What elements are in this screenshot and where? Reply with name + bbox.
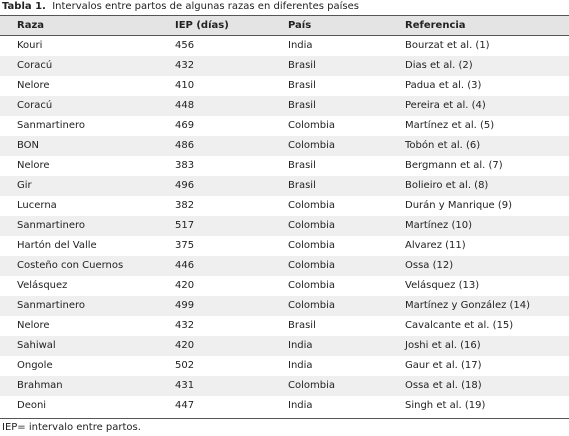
table-caption-label: Tabla 1. bbox=[2, 1, 46, 12]
cell-referencia: Joshi et al. (16) bbox=[405, 340, 481, 351]
cell-raza: BON bbox=[17, 140, 40, 151]
cell-referencia: Martínez et al. (5) bbox=[405, 120, 495, 131]
header-pais: País bbox=[288, 20, 312, 31]
table-row bbox=[0, 196, 569, 216]
table-row bbox=[0, 56, 569, 76]
header-referencia: Referencia bbox=[405, 20, 466, 31]
cell-iep: 517 bbox=[175, 220, 195, 231]
cell-raza: Costeño con Cuernos bbox=[17, 260, 124, 271]
cell-raza: Hartón del Valle bbox=[17, 240, 97, 251]
cell-pais: Colombia bbox=[288, 220, 335, 231]
cell-iep: 502 bbox=[175, 360, 195, 371]
cell-iep: 469 bbox=[175, 120, 195, 131]
table-row bbox=[0, 376, 569, 396]
cell-raza: Deoni bbox=[17, 400, 47, 411]
cell-pais: Colombia bbox=[288, 200, 335, 211]
cell-referencia: Bolieiro et al. (8) bbox=[405, 180, 489, 191]
cell-pais: Brasil bbox=[288, 320, 316, 331]
cell-pais: Colombia bbox=[288, 240, 335, 251]
cell-referencia: Tobón et al. (6) bbox=[405, 140, 481, 151]
cell-referencia: Martínez y González (14) bbox=[405, 300, 531, 311]
cell-raza: Velásquez bbox=[17, 280, 68, 291]
table-row bbox=[0, 356, 569, 376]
table-row bbox=[0, 316, 569, 336]
cell-raza: Brahman bbox=[17, 380, 63, 391]
cell-pais: India bbox=[288, 360, 313, 371]
cell-pais: Colombia bbox=[288, 140, 335, 151]
cell-raza: Lucerna bbox=[17, 200, 57, 211]
table-row bbox=[0, 156, 569, 176]
cell-raza: Coracú bbox=[17, 60, 53, 71]
cell-pais: Colombia bbox=[288, 280, 335, 291]
cell-pais: India bbox=[288, 400, 313, 411]
bottom-rule bbox=[0, 418, 569, 419]
table-row bbox=[0, 116, 569, 136]
cell-pais: Colombia bbox=[288, 300, 335, 311]
cell-referencia: Alvarez (11) bbox=[405, 240, 466, 251]
table-row bbox=[0, 36, 569, 56]
cell-raza: Coracú bbox=[17, 100, 53, 111]
table-row bbox=[0, 216, 569, 236]
cell-referencia: Gaur et al. (17) bbox=[405, 360, 482, 371]
table-caption bbox=[2, 0, 359, 14]
cell-iep: 432 bbox=[175, 320, 195, 331]
cell-pais: Brasil bbox=[288, 160, 316, 171]
cell-iep: 496 bbox=[175, 180, 195, 191]
header-raza: Raza bbox=[17, 20, 45, 31]
cell-referencia: Bourzat et al. (1) bbox=[405, 40, 490, 51]
cell-iep: 432 bbox=[175, 60, 195, 71]
cell-referencia: Pereira et al. (4) bbox=[405, 100, 486, 111]
cell-iep: 382 bbox=[175, 200, 195, 211]
table-row bbox=[0, 276, 569, 296]
cell-iep: 446 bbox=[175, 260, 195, 271]
cell-raza: Ongole bbox=[17, 360, 53, 371]
cell-raza: Sahiwal bbox=[17, 340, 56, 351]
cell-iep: 431 bbox=[175, 380, 195, 391]
cell-raza: Kouri bbox=[17, 40, 43, 51]
cell-raza: Sanmartinero bbox=[17, 120, 85, 131]
table-header bbox=[0, 16, 569, 35]
cell-raza: Gir bbox=[17, 180, 32, 191]
cell-referencia: Ossa (12) bbox=[405, 260, 454, 271]
cell-pais: Colombia bbox=[288, 380, 335, 391]
header-iep: IEP (días) bbox=[175, 20, 229, 31]
cell-pais: India bbox=[288, 40, 313, 51]
cell-iep: 486 bbox=[175, 140, 195, 151]
table-row bbox=[0, 396, 569, 416]
cell-pais: Colombia bbox=[288, 260, 335, 271]
cell-iep: 447 bbox=[175, 400, 195, 411]
cell-referencia: Dias et al. (2) bbox=[405, 60, 473, 71]
cell-iep: 383 bbox=[175, 160, 195, 171]
table-footnote: IEP= intervalo entre partos. bbox=[2, 422, 141, 433]
table-row bbox=[0, 236, 569, 256]
cell-raza: Nelore bbox=[17, 320, 50, 331]
cell-iep: 456 bbox=[175, 40, 195, 51]
cell-referencia: Cavalcante et al. (15) bbox=[405, 320, 514, 331]
cell-raza: Sanmartinero bbox=[17, 300, 85, 311]
table-row bbox=[0, 176, 569, 196]
cell-iep: 375 bbox=[175, 240, 195, 251]
cell-pais: Brasil bbox=[288, 100, 316, 111]
cell-referencia: Martínez (10) bbox=[405, 220, 473, 231]
table-row bbox=[0, 296, 569, 316]
cell-raza: Nelore bbox=[17, 160, 50, 171]
cell-raza: Nelore bbox=[17, 80, 50, 91]
cell-iep: 410 bbox=[175, 80, 195, 91]
table-row bbox=[0, 256, 569, 276]
table-caption-text: Intervalos entre partos de algunas razas en diferentes países bbox=[52, 1, 359, 12]
table-row bbox=[0, 76, 569, 96]
cell-pais: India bbox=[288, 340, 313, 351]
cell-referencia: Velásquez (13) bbox=[405, 280, 480, 291]
cell-referencia: Padua et al. (3) bbox=[405, 80, 482, 91]
cell-iep: 448 bbox=[175, 100, 195, 111]
cell-iep: 499 bbox=[175, 300, 195, 311]
table-row bbox=[0, 336, 569, 356]
table-row bbox=[0, 136, 569, 156]
cell-referencia: Durán y Manrique (9) bbox=[405, 200, 513, 211]
cell-referencia: Singh et al. (19) bbox=[405, 400, 486, 411]
cell-pais: Brasil bbox=[288, 60, 316, 71]
cell-iep: 420 bbox=[175, 340, 195, 351]
cell-pais: Colombia bbox=[288, 120, 335, 131]
cell-pais: Brasil bbox=[288, 180, 316, 191]
cell-pais: Brasil bbox=[288, 80, 316, 91]
cell-referencia: Ossa et al. (18) bbox=[405, 380, 482, 391]
cell-iep: 420 bbox=[175, 280, 195, 291]
table-row bbox=[0, 96, 569, 116]
cell-referencia: Bergmann et al. (7) bbox=[405, 160, 503, 171]
cell-raza: Sanmartinero bbox=[17, 220, 85, 231]
